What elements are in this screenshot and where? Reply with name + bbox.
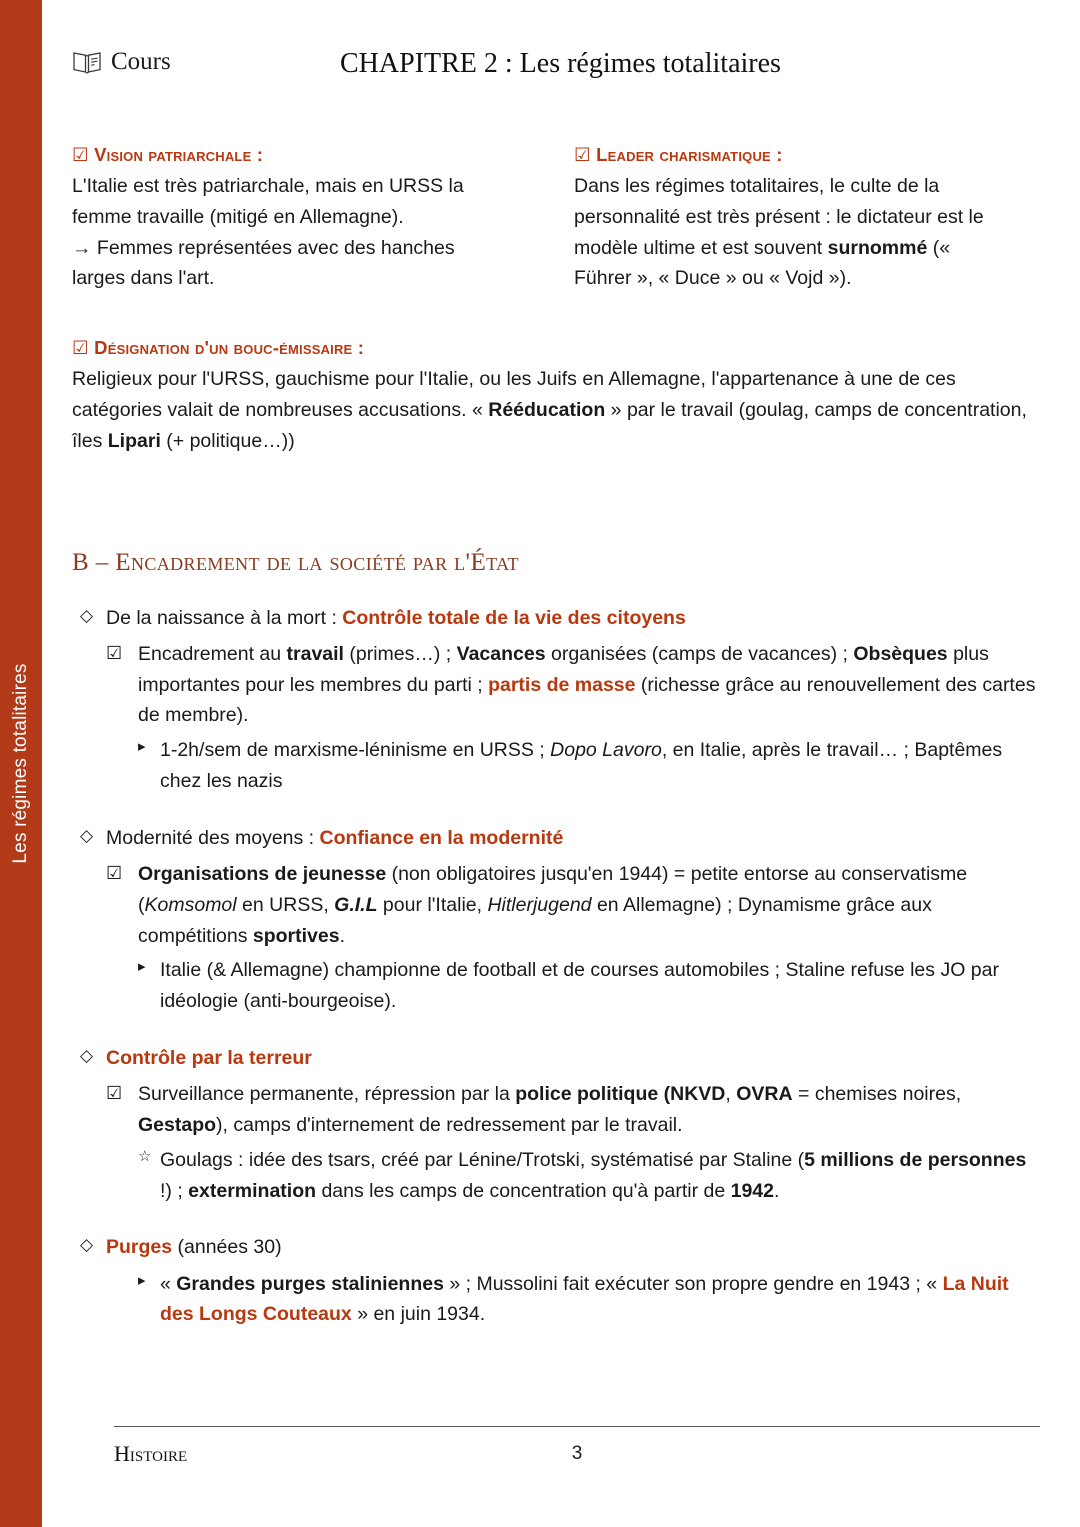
grandes-purges-t2: » ; Mussolini fait exécuter son propre gendre en 1943 ; «	[443, 1272, 943, 1295]
bouc-emissaire-block	[72, 337, 1037, 456]
sidebar-chapter-label: Les régimes totalitaires	[10, 663, 31, 864]
goulags-kw-extermination: extermination	[188, 1179, 317, 1202]
surveillance-kw-ovra: OVRA	[736, 1083, 793, 1106]
bouc-text-3: (+ politique…))	[160, 429, 295, 452]
organisations-t1: (non obligatoires jusqu'en 1944) = petite entorse au conservatisme (	[138, 863, 968, 916]
checkbox-icon: ☑	[106, 642, 123, 663]
grandes-purges-t3: » en juin 1934.	[351, 1303, 486, 1326]
list-item-purges	[72, 1232, 1040, 1330]
modernite-highlight: Confiance en la modernité	[319, 826, 564, 849]
encadrement-kw-vacances: Vacances	[456, 642, 546, 665]
modernite-lead: Modernité des moyens :	[106, 826, 320, 849]
encadrement-t3: organisées (camps de vacances) ;	[545, 642, 854, 665]
list-item-modernite	[72, 823, 1040, 1017]
leader-text-2: (« Führer », « Duce » ou « Vojd »).	[574, 236, 951, 290]
leader-keyword: surnommé	[827, 236, 928, 259]
organisations-italic-komsomol: Komsomol	[144, 893, 237, 916]
bouc-text-1: Religieux pour l'URSS, gauchisme pour l'Italie, ou les Juifs en Allemagne, l'appartenance à une de ces catégories valait de nombreuses accusations. «	[72, 368, 956, 421]
encadrement-kw-travail: travail	[286, 642, 344, 665]
encadrement-highlight-partis: partis de masse	[488, 673, 636, 696]
encadrement-t1: Encadrement au	[138, 642, 287, 665]
list-item-terreur	[72, 1043, 1040, 1206]
leader-text-1: Dans les régimes totalitaires, le culte de la personnalité est très présent : le dictateur est le modèle ultime et est souvent	[574, 175, 984, 259]
purges-rest: (années 30)	[172, 1236, 282, 1259]
organisations-kw: Organisations de jeunesse	[138, 863, 387, 885]
bouc-keyword-lipari: Lipari	[107, 429, 161, 452]
footer-divider	[114, 1426, 1040, 1427]
organisations-t3: pour l'Italie,	[377, 893, 488, 916]
surveillance-t3: ,	[725, 1083, 737, 1106]
organisations-t2: en URSS,	[236, 893, 335, 916]
checkbox-icon: ☑	[106, 1083, 123, 1104]
triangle-bullet-icon: ▸	[138, 1271, 146, 1289]
vision-body	[72, 171, 502, 294]
bouc-body	[72, 364, 1037, 456]
cours-label: Cours	[111, 48, 171, 75]
organisations-italic-hitlerjugend: Hitlerjugend	[487, 893, 592, 916]
bouc-heading-text: Désignation d'un bouc-émissaire :	[94, 337, 365, 359]
sidebar-band	[0, 0, 42, 1527]
triangle-bullet-icon: ▸	[138, 738, 146, 756]
encadrement-t5: (richesse grâce au renouvellement des cartes de membre).	[138, 673, 1036, 727]
sub-item-grandes-purges	[138, 1269, 1040, 1331]
bouc-heading	[72, 337, 1037, 359]
surveillance-kw-nkvd: NKVD	[670, 1083, 726, 1106]
footer-subject: Histoire	[114, 1441, 188, 1466]
column-leader	[574, 144, 1004, 294]
sub-item-encadrement	[106, 639, 1040, 797]
football-text: Italie (& Allemagne) championne de football et de courses automobiles ; Staline refuse les JO par idéologie (anti-bourgeoise).	[160, 959, 999, 1013]
encadrement-kw-obseques: Obsèques	[853, 642, 948, 665]
diamond-bullet-icon: ◇	[80, 1045, 94, 1065]
triangle-bullet-icon: ▸	[138, 958, 146, 976]
organisations-kw-sportives: sportives	[252, 924, 340, 947]
surveillance-t1: Surveillance permanente, répression par la	[138, 1083, 516, 1106]
star-bullet-icon: ☆	[138, 1147, 152, 1165]
checkbox-icon: ☑	[72, 144, 89, 165]
naissance-lead: De la naissance à la mort :	[106, 606, 343, 629]
leader-heading	[574, 144, 1004, 166]
page-footer	[114, 1426, 1040, 1467]
surveillance-kw-gestapo: Gestapo	[138, 1114, 217, 1136]
surveillance-t4: = chemises noires,	[792, 1083, 962, 1106]
naissance-highlight: Contrôle totale de la vie des citoyens	[342, 606, 686, 629]
marxisme-t2: , en Italie, après le travail… ; Baptêmes chez les nazis	[160, 739, 1003, 792]
leader-body	[574, 171, 1004, 294]
vision-heading-text: Vision patriarchale :	[94, 144, 264, 165]
marxisme-italic-dopolavoro: Dopo Lavoro	[550, 739, 662, 762]
purges-highlight: Purges	[106, 1236, 173, 1259]
goulags-t3: dans les camps de concentration qu'à partir de	[316, 1179, 731, 1202]
checkbox-icon: ☑	[72, 337, 89, 359]
goulags-t2: !) ;	[160, 1179, 189, 1202]
diamond-bullet-icon: ◇	[80, 1235, 94, 1255]
grandes-purges-kw: Grandes purges staliniennes	[176, 1272, 444, 1295]
vision-heading	[72, 144, 502, 166]
leader-heading-text: Leader charismatique :	[596, 144, 783, 165]
sub-sub-item-marxisme	[138, 735, 1040, 797]
organisations-italic-gil: G.I.L	[334, 893, 378, 916]
vision-line-2: → Femmes représentées avec des hanches larges dans l'art.	[72, 236, 455, 290]
surveillance-kw-police: police politique	[515, 1083, 659, 1106]
two-column-block	[72, 144, 1040, 294]
list-item-naissance	[72, 603, 1040, 797]
organisations-t4: en Allemagne) ; Dynamisme grâce aux compétitions	[138, 893, 932, 947]
bouc-keyword-reeducation: Rééducation	[488, 398, 606, 421]
surveillance-t5: ), camps d'internement de redressement par le travail.	[216, 1114, 683, 1136]
goulags-kw-1942: 1942	[730, 1179, 774, 1202]
goulags-t1: Goulags : idée des tsars, créé par Lénine/Trotski, systématisé par Staline (	[160, 1148, 805, 1171]
footer-page-number: 3	[571, 1443, 583, 1464]
page-title: CHAPITRE 2 : Les régimes totalitaires	[340, 48, 781, 79]
marxisme-t1: 1-2h/sem de marxisme-léninisme en URSS ;	[160, 739, 551, 762]
diamond-bullet-icon: ◇	[80, 605, 94, 625]
grandes-purges-highlight-nuit: La Nuit des Longs Couteaux	[160, 1272, 1009, 1326]
organisations-t5: .	[339, 924, 346, 947]
checkbox-icon: ☑	[574, 144, 591, 165]
encadrement-t2: (primes…) ;	[343, 642, 457, 665]
document-page	[42, 0, 1080, 1527]
goulags-kw-millions: 5 millions de personnes	[804, 1148, 1027, 1171]
sub-item-surveillance	[106, 1079, 1040, 1206]
sub-item-organisations	[106, 859, 1040, 1017]
surveillance-t2: (	[658, 1083, 671, 1106]
diamond-bullet-icon: ◇	[80, 825, 94, 845]
bouc-text-2: » par le travail (goulag, camps de concentration, îles	[72, 398, 1027, 452]
encadrement-t4: plus importantes pour les membres du parti ;	[138, 642, 989, 696]
section-heading-b: B – Encadrement de la société par l'État	[72, 548, 519, 576]
footer-row	[114, 1441, 1040, 1467]
goulags-t4: .	[773, 1179, 780, 1202]
vision-line-1: L'Italie est très patriarchale, mais en URSS la femme travaille (mitigé en Allemagne).	[72, 175, 464, 228]
sub-sub-item-football	[138, 955, 1040, 1017]
column-vision	[72, 144, 502, 294]
header-cours-group	[72, 48, 171, 76]
open-book-icon	[72, 49, 102, 75]
terreur-highlight: Contrôle par la terreur	[106, 1046, 312, 1069]
checkbox-icon: ☑	[106, 863, 123, 883]
grandes-purges-t1: «	[160, 1272, 177, 1295]
page-header	[72, 48, 1040, 120]
sub-sub-item-goulags	[138, 1145, 1040, 1207]
